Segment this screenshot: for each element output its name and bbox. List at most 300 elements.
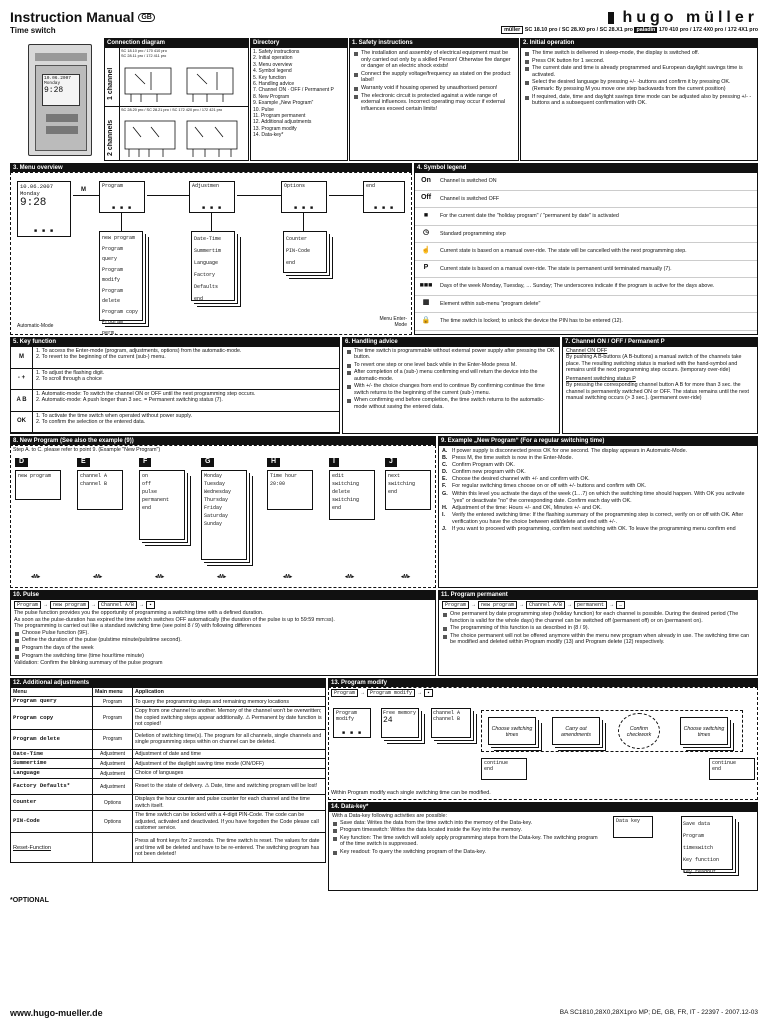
np-screen [267,470,313,510]
np-step-label: D [15,458,28,467]
enter-mode-label: Menu Enter-Mode [379,316,407,329]
table-header [11,688,326,697]
modify-box: Carry out amendments [552,717,600,745]
wiring-label-1b: SC 28.11 pro / 172 411 pro [121,54,167,58]
additional-title: 12. Additional adjustments [10,678,326,688]
legend-title: 4. Symbol legend [414,163,758,173]
np-m-label: ◂M▸ [31,574,41,580]
flow-box: Channel A/B [98,601,137,609]
handling-item: The time switch is programmable without external power supply after pressing the OK button. [346,348,556,361]
table-row [11,707,326,729]
initial-item: The current date and time is already programmed and European daylight savings time is activated. [524,65,754,78]
newprog-title: 8. New Program (See also the example (9)) [10,436,436,446]
legend-row [415,208,757,226]
table-cell-menu: Counter [11,795,93,811]
safety-item: The installation and assembly of electrical equipment must be only carried out only by a skilled Person! Otherwise fire danger or danger of an electric shock exists! [353,50,515,70]
key-desc [33,369,107,390]
pulse-item: Program the days of the week [14,645,432,652]
example-step-key: F. [442,483,447,490]
table-cell-app: Copy from one channel to another. Memory of the channel won't be overwritten; the copied switching steps appear additionally. ⚠ Permanent by date function is not copied! [133,707,326,729]
datakey-item: Save data: Writes the data from the time switch into the memory of the Data-key. [332,820,602,827]
arrow-icon: → [43,602,49,608]
example-step [442,469,754,476]
key-desc-line: 2. Automatic-mode: A push longer than 3 sec. = Permanent switching status (7). [36,397,223,404]
key-desc [33,390,259,411]
example-step-key: D. [442,469,448,476]
np-screen-line: new program [18,473,52,479]
modify-screen: Program modify ■ ■ ■ [333,708,371,738]
table-cell-app: Choice of languages [133,769,326,779]
flow-box: Program [442,601,469,609]
auto-mode-label: Automatic-Mode [17,323,54,329]
arrow-icon: → [519,602,525,608]
handling-item: To revert one step or one level back while in the Enter-Mode press M. [346,362,556,368]
table-row [11,759,326,769]
legend-symbol-icon: P [423,264,429,272]
modify-stack-1: Free memory 24 [381,708,419,738]
np-screen-line: permanent [142,497,170,503]
example-title: 9. Example „New Program“ (For a regular switching time) [438,436,758,446]
brand-logo: hugo müller [608,10,758,26]
datakey-title: 14. Data-key* [328,802,758,812]
table-cell-main: Options [93,795,133,811]
example-step-text: For regular switching times choose on or off with +/- buttons and confirm with OK. [452,483,647,490]
initial-title: 2. Initial operation [520,38,758,48]
directory-item: 11. Program permanent [253,113,306,120]
key-desc [33,347,244,368]
directory-item: 3. Menu overview [253,61,293,68]
footer-doc: BA SC1810,28X0,28X1pro MP; DE, GB, FR, IT - 22397 - 2007.12-03 [559,1009,758,1016]
channel-subtitle-2: Permanent switching status P [566,375,636,382]
table-cell-app: Deletion of switching time(s). The program for all channels, single channels and single programming steps within on channel can be deleted. [133,729,326,749]
np-screen-line: next switching [388,473,416,487]
table-cell-main: Options [93,811,133,833]
pulse-title: 10. Pulse [10,590,436,600]
legend-text: Channel is switched ON [440,178,497,185]
arrow-icon: → [471,602,477,608]
symbol-legend [414,172,758,335]
legend-text: Element within sub-menu "program delete" [440,300,541,307]
np-screen-line: end [332,505,342,511]
one-channel-label: 1 channel [107,67,114,100]
example-new-program [438,445,758,588]
table-row [11,811,326,833]
connection-title: Connection diagram [104,38,249,48]
table-row [11,697,326,707]
page-title: Instruction Manual GB [10,10,155,25]
example-step [442,448,754,455]
key-icon: M [11,347,33,368]
legend-text: Days of the week Monday, Tuesday, … Sunday; The underscores indicate if the program is active for the days above. [440,283,715,290]
example-step [442,462,754,469]
np-m-label: ◂M▸ [155,574,165,580]
channel-title: 7. Channel ON / OFF / Permanent P [562,337,758,347]
example-step-text: Choose the desired channel with +/- and confirm with OK. [452,476,590,483]
key-desc-line: 1. To activate the time switch when operated without power supply. [36,412,193,419]
table-cell-app: Adjustment of the daylight saving time mode (ON/OFF) [133,759,326,769]
modify-continue-screen: continue end [481,758,527,780]
example-step [442,476,754,483]
table-cell-main: Adjustment [93,759,133,769]
table-row [11,795,326,811]
datakey-stack: Save data Program timeswitch Key function Key readout [681,816,733,870]
pulse-item: Choose Pulse function (9F). [14,630,432,637]
directory-item: 1. Safety instructions [253,49,300,55]
np-screen [15,470,61,500]
permanent-item: The choice permanent will not be offered anymore within the menu new program when already in use. The switching time can be modified and deleted within Program modify (13) and Program delete (12) respectively. [442,633,754,646]
modify-flow-area [481,710,743,752]
permanent-title: 11. Program permanent [438,590,758,600]
np-screen-line: Time hour [270,473,298,479]
example-step [442,491,754,505]
flow-box: permanent [574,601,607,609]
directory-item: 14. Data-key* [253,132,284,139]
table-cell-app: Adjustment of date and time [133,749,326,759]
legend-row [415,191,757,209]
menu-stack-adjustment: Date-Time Summertim Language Factory Defaults end [191,231,235,301]
table-cell-main: Program [93,707,133,729]
np-step-label: J [385,458,397,467]
table-cell-main: Program [93,697,133,707]
table-cell-main: Adjustment [93,749,133,759]
key-icon: OK [11,412,33,433]
permanent-item: One permanent by date programming step (holiday function) for each channel is possible. During the desired period (The function is valid for the whole days) the channel can be switched off (permanent off) or on (permanent on). [442,611,754,624]
key-icon: A B [11,390,33,411]
np-step-label: E [77,458,90,467]
table-cell-menu: PIN-Code [11,811,93,833]
np-screen-line: 20:00 [270,481,286,487]
np-step-label: G [201,458,214,467]
modify-box: Choose switching times [488,717,536,745]
example-step [442,505,754,512]
legend-symbol-icon: ▦ [422,299,430,307]
table-cell-main [93,833,133,863]
handling-item: After completion of a (sub-) menu confirming end will return the device into the automatic-mode. [346,369,556,382]
optional-note: *OPTIONAL [10,897,49,904]
example-step-key: E. [442,476,448,483]
directory-item: 10. Pulse [253,106,274,113]
key-row [11,412,339,434]
arrow-icon: → [417,690,423,696]
legend-text: For the current date the "holiday program" / "permanent by date" is activated [440,213,619,220]
table-cell-app: Displays the hour counter and pulse counter for each channel and the time switch itself. [133,795,326,811]
initial-item: If required, date, time and daylight savings time mode can be adjusted also by pressing +/- -buttons and a subsequent confirmation with OK. [524,94,754,107]
initial-item: Select the desired language by pressing +/- -buttons and confirm it by pressing OK. (Remark: By pressing M you move one step backwards from the current position) [524,79,754,92]
example-step-key: H. [442,504,448,511]
key-desc-line: 1. To access the Enter-mode (program, adjustments, options) from the automatic-mode. [36,348,242,354]
key-desc-line: 1. To adjust the flashing digit. [36,369,105,376]
directory-item: 4. Symbol legend [253,68,292,75]
table-cell-app: Reset to the state of delivery. ⚠ Date, time and switching program will be lost! [133,779,326,795]
np-screen [77,470,123,510]
flow-box: … [616,601,625,609]
modify-continue-screen-2: continue end [709,758,755,780]
table-cell-main: Program [93,729,133,749]
table-cell-menu: Reset-Function [11,833,93,863]
wiring-label-2: SC 28.20 pro / SC 28.21 pro / SC 172 420 pro / 172 421 pro [121,108,223,112]
np-screen-line: Saturday [204,513,229,519]
handling-item: When confirming end before completion, the time switch returns to the automatic-mode without saving the entered data. [346,397,556,410]
table-cell-app: Press all front keys for 2 seconds. The time switch is reset. The values for date and time will be deleted and have to be re-entered. The switching program has not been deleted! [133,833,326,863]
program-modify [328,687,758,800]
directory-item: 8. New Program [253,93,290,100]
legend-row [415,296,757,314]
table-header-cell: Menu [11,688,93,697]
legend-symbol-icon: ■■■ [419,281,433,289]
np-screen-line: end [142,505,152,511]
table-cell-menu: Language [11,769,93,779]
pulse-text: The programming is carried out like a standard switching time (see point 8 / 9) with following differences [14,623,262,630]
datakey-item: Key function: The time switch will solely apply programming steps from the Data-key. The switching program of the time switch is suppressed. [332,835,602,848]
channel-permanent [562,346,758,434]
menu-screen-program: Program ■ ■ ■ [99,181,145,213]
modify-title: 13. Program modify [328,678,758,688]
arrow-icon: → [91,602,97,608]
legend-text: Current state is based on a manual over-ride. The state will be cancelled with the next programming step. [440,248,687,255]
modify-stack-2: channel A channel B [431,708,471,738]
table-cell-menu: Factory Defaults* [11,779,93,795]
np-screen [139,470,185,540]
datakey-item: Key readout: To query the switching program of the Data-key. [332,849,602,856]
menu-screen-adjustment: Adjustmen ■ ■ ■ [189,181,235,213]
np-screen-line: on [142,473,149,479]
pulse-item: Program the switching time (time hour/time minute) [14,653,432,660]
country-badge: GB [138,13,155,22]
np-screen-line: Wednesday [204,489,232,495]
model-line: müller SC 18.10 pro / SC 28.X0 pro / SC 28.X1 pro paladin 170 410 pro / 172 4X0 pro / 172 4X1 pro [501,27,758,34]
np-screen [385,470,431,510]
key-desc-line: 2. To scroll through a choice [36,375,102,382]
legend-row [415,226,757,244]
flow-box: new program [50,601,89,609]
arrow-icon: → [567,602,573,608]
wiring-label-1: SC 18.10 pro / 170 410 pro [121,49,167,53]
key-desc-line: 2. To revert to the beginning of the current (sub-) menu. [36,354,166,361]
legend-symbol-icon: 🔒 [421,316,431,324]
handling-title: 6. Handling advice [342,337,560,347]
directory-item: 6. Handling advice [253,81,295,88]
np-screen-line: end [388,489,398,495]
flow-box: ▪ [146,601,155,609]
program-permanent [438,599,758,676]
key-desc-line: 1. Automatic-mode: To switch the channel ON or OFF until the next programming step occurs. [36,391,256,397]
np-step-label: H [267,458,280,467]
table-header-cell: Application [133,688,326,697]
legend-text: Standard programming step [440,230,506,237]
table-cell-app: The time switch can be locked with a 4-digit PIN-Code. The code can be adjusted, activated and deactivated. If you have forgotten the Code please call customer service. [133,811,326,833]
directory-item: 5. Key function [253,74,287,81]
device-image: 10.06.2007 Monday 9:28 [28,44,92,156]
np-step-label: F [139,458,151,467]
directory-item: 2. Initial operation [253,55,293,62]
np-screen-line: Tuesday [204,481,226,487]
table-row [11,769,326,779]
safety-title: 1. Safety instructions [349,38,519,48]
table-cell-menu: Summertime [11,759,93,769]
legend-row [415,278,757,296]
header [10,10,758,38]
pulse-item: Define the duration of the pulse (pulstime minute/pulstime second). [14,637,432,644]
np-screen-line: Sunday [204,521,223,527]
keys-title: 5. Key function [10,337,340,347]
key-icon: - + [11,369,33,390]
example-step-text: Confirm new program with OK. [452,469,526,476]
directory-item: 7. Channel ON · OFF / Permanent P [253,87,334,94]
channel-text-2: By pressing the corresponding channel button A B for more than 3 sec. the channel is permanently switched ON or OFF. The status remains until the next manual switching occurs (> 3 sec.). (permanent over-ride) [566,382,750,402]
legend-row [415,173,757,191]
key-desc-line: 2. To confirm the selection or the entered data. [36,418,146,425]
key-row [11,347,339,369]
handling-advice [342,346,560,434]
example-step [442,483,754,490]
legend-text: The time switch is locked; to unlock the device the PIN has to be entered (12). [440,318,623,325]
safety-item: Connect the supply voltage/frequency as stated on the product label! [353,71,515,84]
wiring-diagram-2 [121,115,247,159]
table-cell-menu: Program copy [11,707,93,729]
np-m-label: ◂M▸ [401,574,411,580]
additional-adjustments [10,687,326,863]
safety-instructions [349,47,519,161]
np-screen-line: Monday [204,473,223,479]
arrow-icon: → [360,690,366,696]
table-row [11,729,326,749]
example-step-text: Confirm Program with OK. [452,462,515,469]
menu-stack-options: Counter PIN-Code end [283,231,327,273]
menu-screen-end: end ■ ■ ■ [363,181,405,213]
handling-item: With +/- the choice changes from end to continue By confirming continue the time switch returns to the beginning of the current (sub-) menu. [346,383,556,396]
table-header-cell: Main menu [93,688,133,697]
table-cell-app: To query the programming steps and remaining memory locations [133,697,326,707]
legend-symbol-icon: ■ [423,211,429,219]
directory [250,47,348,161]
example-step-key: I. [442,511,445,518]
safety-item: The electronic circuit is protected against a wide range of external influences. Incorrect operating may occur if external influences exceed certain limits! [353,93,515,113]
legend-symbol-icon: ☝ [421,246,431,254]
table-cell-main: Adjustment [93,769,133,779]
example-step-text: Adjustment of the time: Hours +/- and OK, Minutes +/- and OK. [452,504,602,511]
flow-box: ▪ [424,689,433,697]
np-screen-line: Friday [204,505,223,511]
directory-item: 9. Example „New Program“ [253,100,314,107]
datakey-screen: Data key [613,816,653,838]
example-step [442,512,754,526]
channel-text-1: By pushing A B-buttons (A B-buttons) a manual switch of the channels take place. The resulting switching status is marked with the hand-symbol and remains until the next programming step occurs. (temporary over-ride) [566,354,742,374]
menu-overview: 10.06.2007 Monday 9:28 ■ ■ ■ Automatic-Mode Menu Enter-Mode Program ■ ■ ■ Adjustmen ■ ■ ■ Options ■ ■ ■ end ■ ■ ■ M new program Program query Program modify Program delete Program copy Program perm. Date-Time Summertim Language Factory Defaults end Counter PIN-Code end [10,172,412,335]
pulse-text: As soon as the pulse-duration has expired the time switch switches OFF automatically (the duration of the pulse is up to 59:59 mm:ss). [14,616,335,623]
np-screen-line: pulse [142,489,158,495]
example-step [442,526,754,533]
example-step-text: If you want to proceed with programming, confirm next switching with OK. To leave the programming menu confirm end [452,526,736,533]
legend-symbol-icon: ◷ [422,229,430,237]
pulse-text: The pulse function provides you the opportunity of programming a switching time with a defined duration. [14,610,264,616]
menu-screen-options: Options ■ ■ ■ [281,181,327,213]
connection-diagram [104,47,249,161]
legend-row [415,313,757,331]
table-cell-main: Adjustment [93,779,133,795]
auto-mode-screen: 10.06.2007 Monday 9:28 ■ ■ ■ [17,181,71,237]
directory-item: 12. Additional adjustments [253,119,312,126]
initial-item: Press OK button for 1 second. [524,58,754,65]
modify-text: Within Program modify each single switching time can be modified. [331,790,491,796]
np-screen [329,470,375,520]
flow-box: Program modify [367,689,415,697]
table-cell-menu: Program query [11,697,93,707]
example-step-key: A. [442,448,448,454]
footer-url[interactable]: www.hugo-mueller.de [10,1008,103,1018]
table-row [11,749,326,759]
table-row [11,779,326,795]
data-key [328,811,758,891]
datakey-intro: With a Data-key following activities are possible: [332,813,448,819]
np-m-label: ◂M▸ [283,574,293,580]
example-step-key: G. [442,490,448,497]
np-m-label: ◂M▸ [93,574,103,580]
table-cell-menu: Date-Time [11,749,93,759]
table-row [11,833,326,863]
key-function [10,346,340,434]
channel-subtitle-1: Channel ON OFF [566,348,608,354]
np-screen-line: off [142,481,152,487]
np-step-label: I [329,458,339,467]
np-screen-line: channel A [80,473,108,479]
menu-title: 3. Menu overview [10,163,412,173]
example-step-key: C. [442,462,448,469]
example-step-key: B. [442,455,448,462]
example-step [442,455,754,462]
example-step-key: J. [442,526,447,533]
datakey-item: Program timeswitch: Writes the data located inside the Key into the memory. [332,827,602,834]
key-row [11,369,339,391]
directory-item: 13. Program modify [253,125,297,132]
flow-box: Program [14,601,41,609]
example-step-text: Within this level you activate the days of the week (1…7) on which the switching time should happen. With OK you activate "yes" or deactivate "no" the corresponding date. Confirm each day with OK. [452,490,745,504]
initial-operation [520,47,758,161]
table-cell-menu: Program delete [11,729,93,749]
pulse-validation: Validation: Confirm the blinking summary of the pulse program [14,660,163,667]
newprog-step: Step A. to C. please refer to point 9. (Example "New Program") [13,447,161,453]
modify-box: Choose switching times [680,717,728,745]
flow-box: new program [478,601,517,609]
page-subtitle: Time switch [10,26,56,35]
np-m-label: ◂M▸ [217,574,227,580]
wiring-diagram-1 [121,60,247,104]
initial-item: The time switch is delivered in sleep-mode, the display is switched off. [524,50,754,57]
legend-symbol-icon: On [421,176,431,184]
example-step-text: Verify the entered switching time: If the flashing summary of the programming step is correct, verify on or off with OK. After verification you have the choice between edit/delete and end with +/-. [452,511,744,525]
legend-text: Channel is switched OFF [440,195,500,202]
flow-box: Program [331,689,358,697]
legend-text: Current state is based on a manual over-ride. The state is permanent until terminated manually (7). [440,265,672,272]
safety-item: Warranty void if housing opened by unauthorised person! [353,85,515,92]
legend-row [415,261,757,279]
np-screen-line: channel B [80,481,108,487]
pulse [10,599,436,676]
np-screen-line: delete switching [332,489,360,503]
legend-row [415,243,757,261]
example-step-text: If power supply is disconnected press OK for one second. The display appears in Automatic-Mode. [452,448,688,454]
np-screen-line: edit switching [332,473,360,487]
np-screen [201,470,247,560]
example-step-text: Press M, the time switch is now in the Enter-Mode. [452,455,574,462]
modify-box: Confirm checkwork [618,713,660,749]
key-row [11,390,339,412]
legend-symbol-icon: Off [420,194,432,202]
arrow-icon: → [609,602,615,608]
two-channel-label: 2 channels [107,119,114,156]
menu-stack-program: new program Program query Program modify Program delete Program copy Program perm. [99,231,143,321]
directory-title: Directory [250,38,348,48]
permanent-item: The programming of this function is as described in (8 / 9). [442,625,754,632]
